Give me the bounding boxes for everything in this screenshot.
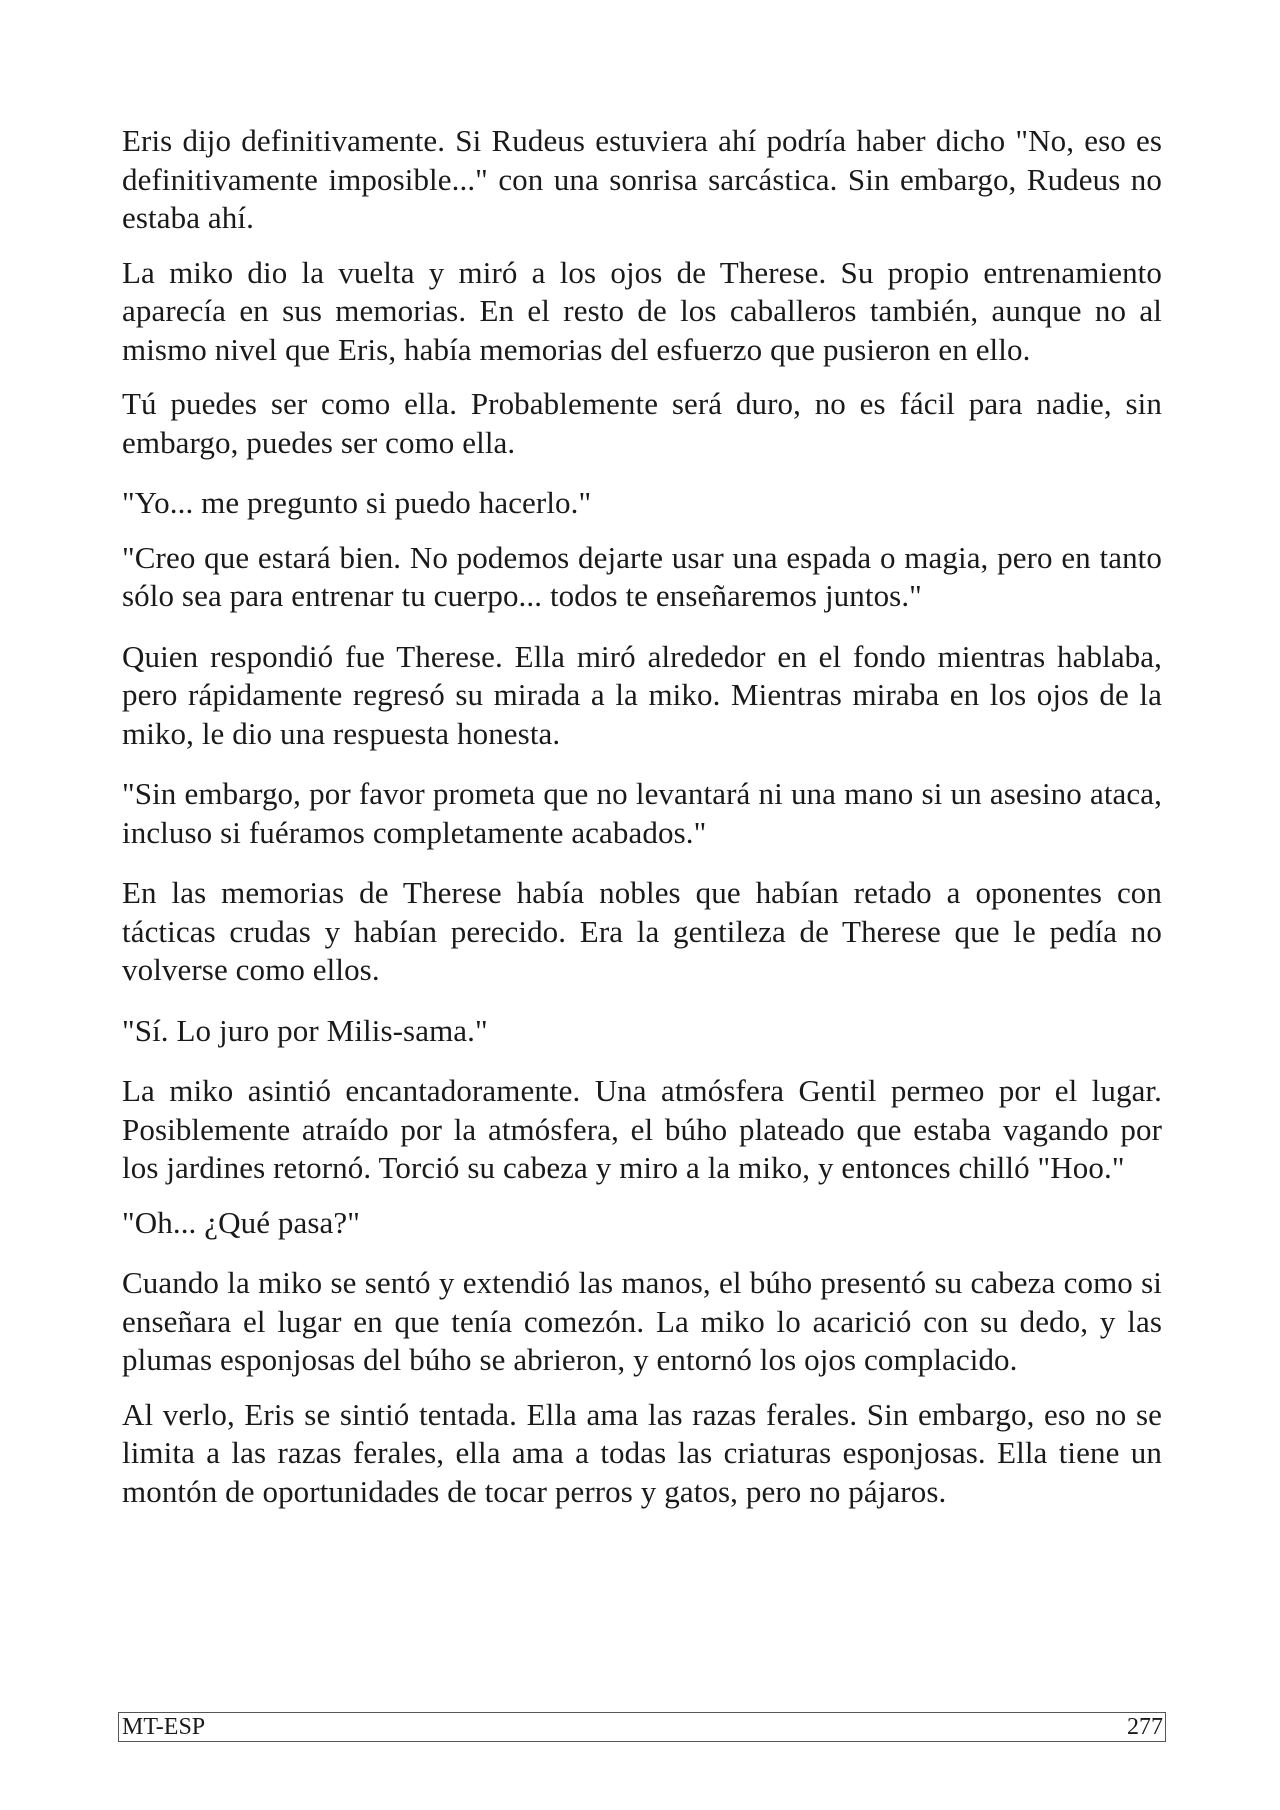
paragraph: Al verlo, Eris se sintió tentada. Ella ama las razas ferales. Sin embargo, eso no se limita a las razas ferales, ella ama a todas las criaturas esponjosas. Ella tiene un montón de oportunidades de tocar perros y gatos, pero no pájaros. (122, 1396, 1162, 1509)
paragraph: Eris dijo definitivamente. Si Rudeus estuviera ahí podría haber dicho "No, eso es definitivamente imposible..." con una sonrisa sarcástica. Sin embargo, Rudeus no estaba ahí. (122, 123, 1162, 235)
paragraph: Tú puedes ser como ella. Probablemente será duro, no es fácil para nadie, sin embargo, puedes ser como ella. (122, 386, 1162, 460)
page-number: 277 (1127, 1714, 1163, 1740)
paragraph: "Sí. Lo juro por Milis-sama." (122, 1012, 488, 1048)
page-footer (118, 1712, 1166, 1742)
paragraph: La miko asintió encantadoramente. Una atmósfera Gentil permeo por el lugar. Posiblemente atraído por la atmósfera, el búho plateado que estaba vagando por los jardines retornó. Torció su cabeza y miro a la miko, y entonces chilló "Hoo." (122, 1073, 1162, 1185)
paragraph: "Sin embargo, por favor prometa que no levantará ni una mano si un asesino ataca, incluso si fuéramos completamente acabados." (122, 776, 1162, 850)
paragraph: La miko dio la vuelta y miró a los ojos de Therese. Su propio entrenamiento aparecía en sus memorias. En el resto de los caballeros también, aunque no al mismo nivel que Eris, había memorias del esfuerzo que pusieron en ello. (122, 254, 1162, 367)
page-body (122, 122, 1162, 1527)
footer-label: MT-ESP (122, 1714, 206, 1740)
paragraph: "Yo... me pregunto si puedo hacerlo." (122, 485, 592, 520)
paragraph: Quien respondió fue Therese. Ella miró alrededor en el fondo mientras hablaba, pero rápidamente regresó su mirada a la miko. Mientras miraba en los ojos de la miko, le dio una respuesta honesta. (122, 638, 1162, 751)
paragraph: "Oh... ¿Qué pasa?" (122, 1204, 360, 1240)
paragraph: En las memorias de Therese había nobles que habían retado a oponentes con tácticas crudas y habían perecido. Era la gentileza de Therese que le pedía no volverse como ellos. (122, 875, 1162, 987)
paragraph: "Creo que estará bien. No podemos dejarte usar una espada o magia, pero en tanto sólo sea para entrenar tu cuerpo... todos te enseñaremos juntos." (122, 539, 1162, 613)
paragraph: Cuando la miko se sentó y extendió las manos, el búho presentó su cabeza como si enseñara el lugar en que tenía comezón. La miko lo acarició con su dedo, y las plumas esponjosas del búho se abrieron, y entornó los ojos complacido. (122, 1265, 1162, 1377)
